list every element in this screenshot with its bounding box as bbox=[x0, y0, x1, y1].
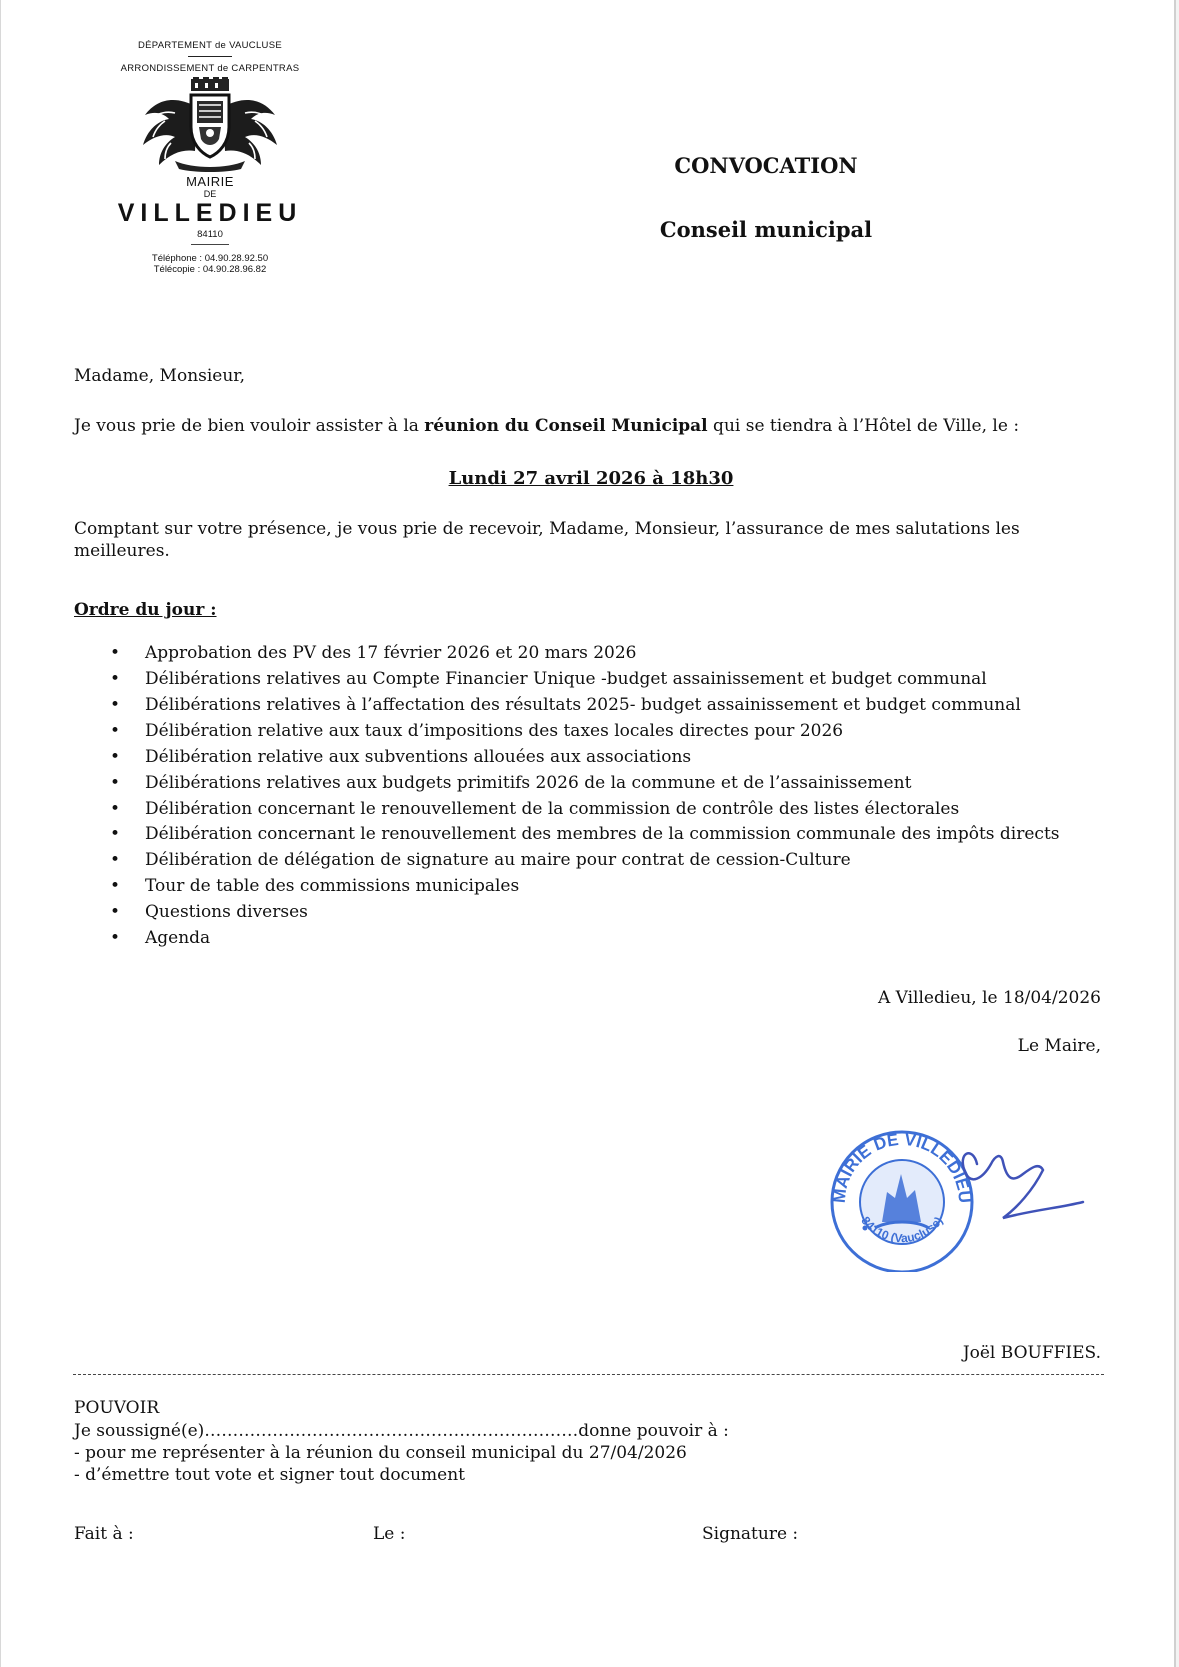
town-name: VILLEDIEU bbox=[117, 199, 303, 227]
letterhead bbox=[77, 40, 343, 312]
telecopie: Télécopie : 04.90.28.96.82 bbox=[153, 264, 267, 275]
agenda-item: • Délibération relative aux subventions allouées aux associations bbox=[108, 744, 1103, 770]
letterhead-rule-2 bbox=[191, 244, 229, 245]
agenda-item: • Délibérations relatives au Compte Financier Unique -budget assainissement et budget communal bbox=[108, 666, 1103, 692]
arrondissement-line: ARRONDISSEMENT de CARPENTRAS bbox=[120, 63, 300, 74]
de-label: DE bbox=[203, 189, 217, 199]
proxy-line-represent: - pour me représenter à la réunion du conseil municipal du 27/04/2026 bbox=[74, 1443, 687, 1463]
agenda-item: • Délibération concernant le renouvellement des membres de la commission communale des impôts directs bbox=[108, 822, 1103, 847]
agenda-item: • Délibération de délégation de signature au maire pour contrat de cession-Culture bbox=[108, 847, 1103, 873]
agenda-item: • Approbation des PV des 17 février 2026 et 20 mars 2026 bbox=[108, 640, 1103, 666]
agenda-item: • Délibération concernant le renouvellement de la commission de contrôle des listes électorales bbox=[108, 796, 1103, 822]
agenda-item: • Délibérations relatives aux budgets primitifs 2026 de la commune et de l’assainissement bbox=[108, 770, 1103, 796]
intro-text-end: qui se tiendra à l’Hôtel de Ville, le : bbox=[707, 416, 1020, 436]
place-and-date: A Villedieu, le 18/04/2026 bbox=[877, 988, 1101, 1008]
intro-text-bold: réunion du Conseil Municipal bbox=[424, 416, 708, 436]
proxy-title: POUVOIR bbox=[74, 1398, 160, 1418]
official-stamp bbox=[827, 1122, 1097, 1272]
stamp-top-text: MAIRIE DE VILLEDIEU bbox=[829, 1129, 975, 1204]
coat-of-arms-icon bbox=[135, 77, 285, 173]
postcode: 84110 bbox=[197, 229, 223, 240]
agenda-list bbox=[108, 640, 1103, 951]
document-subtitle: Conseil municipal bbox=[659, 217, 873, 242]
telephone: Téléphone : 04.90.28.92.50 bbox=[151, 253, 269, 264]
closing-paragraph: Comptant sur votre présence, je vous prie de recevoir, Madame, Monsieur, l’assurance de mes salutations les meilleures. bbox=[74, 519, 1020, 561]
meeting-date: Lundi 27 avril 2026 à 18h30 bbox=[448, 468, 734, 489]
proxy-line-vote: - d’émettre tout vote et signer tout document bbox=[74, 1465, 465, 1485]
signature-field[interactable]: Signature : bbox=[702, 1524, 799, 1544]
intro-paragraph bbox=[74, 415, 1019, 437]
mayor-title: Le Maire, bbox=[1017, 1036, 1101, 1056]
document-title: CONVOCATION bbox=[674, 153, 858, 178]
proxy-line-undersigned[interactable]: Je soussigné(e)…………………………………………………………donne pouvoir à : bbox=[74, 1421, 729, 1441]
mairie-label: MAIRIE bbox=[186, 174, 234, 189]
le-field[interactable]: Le : bbox=[373, 1524, 406, 1544]
agenda-item: • Agenda bbox=[108, 925, 1103, 951]
salutation: Madame, Monsieur, bbox=[74, 366, 245, 386]
dashed-separator bbox=[73, 1374, 1104, 1375]
stamp-bottom-text: 84110 (Vaucluse) bbox=[858, 1213, 946, 1246]
stamp-seal-icon bbox=[827, 1122, 1097, 1272]
fait-a-field[interactable]: Fait à : bbox=[74, 1524, 134, 1544]
agenda-title: Ordre du jour : bbox=[74, 600, 217, 620]
department-line: DÉPARTEMENT de VAUCLUSE bbox=[138, 40, 282, 51]
agenda-item: • Délibération relative aux taux d’impositions des taxes locales directes pour 2026 bbox=[108, 718, 1103, 744]
agenda-item: • Questions diverses bbox=[108, 899, 1103, 925]
handwritten-signature bbox=[963, 1153, 1083, 1218]
agenda-item: • Tour de table des commissions municipales bbox=[108, 873, 1103, 899]
letterhead-rule bbox=[188, 56, 232, 57]
intro-text-start: Je vous prie de bien vouloir assister à la bbox=[74, 416, 425, 436]
agenda-item: • Délibérations relatives à l’affectation des résultats 2025- budget assainissement et budget communal bbox=[108, 692, 1103, 718]
mayor-name: Joël BOUFFIES. bbox=[962, 1343, 1101, 1363]
